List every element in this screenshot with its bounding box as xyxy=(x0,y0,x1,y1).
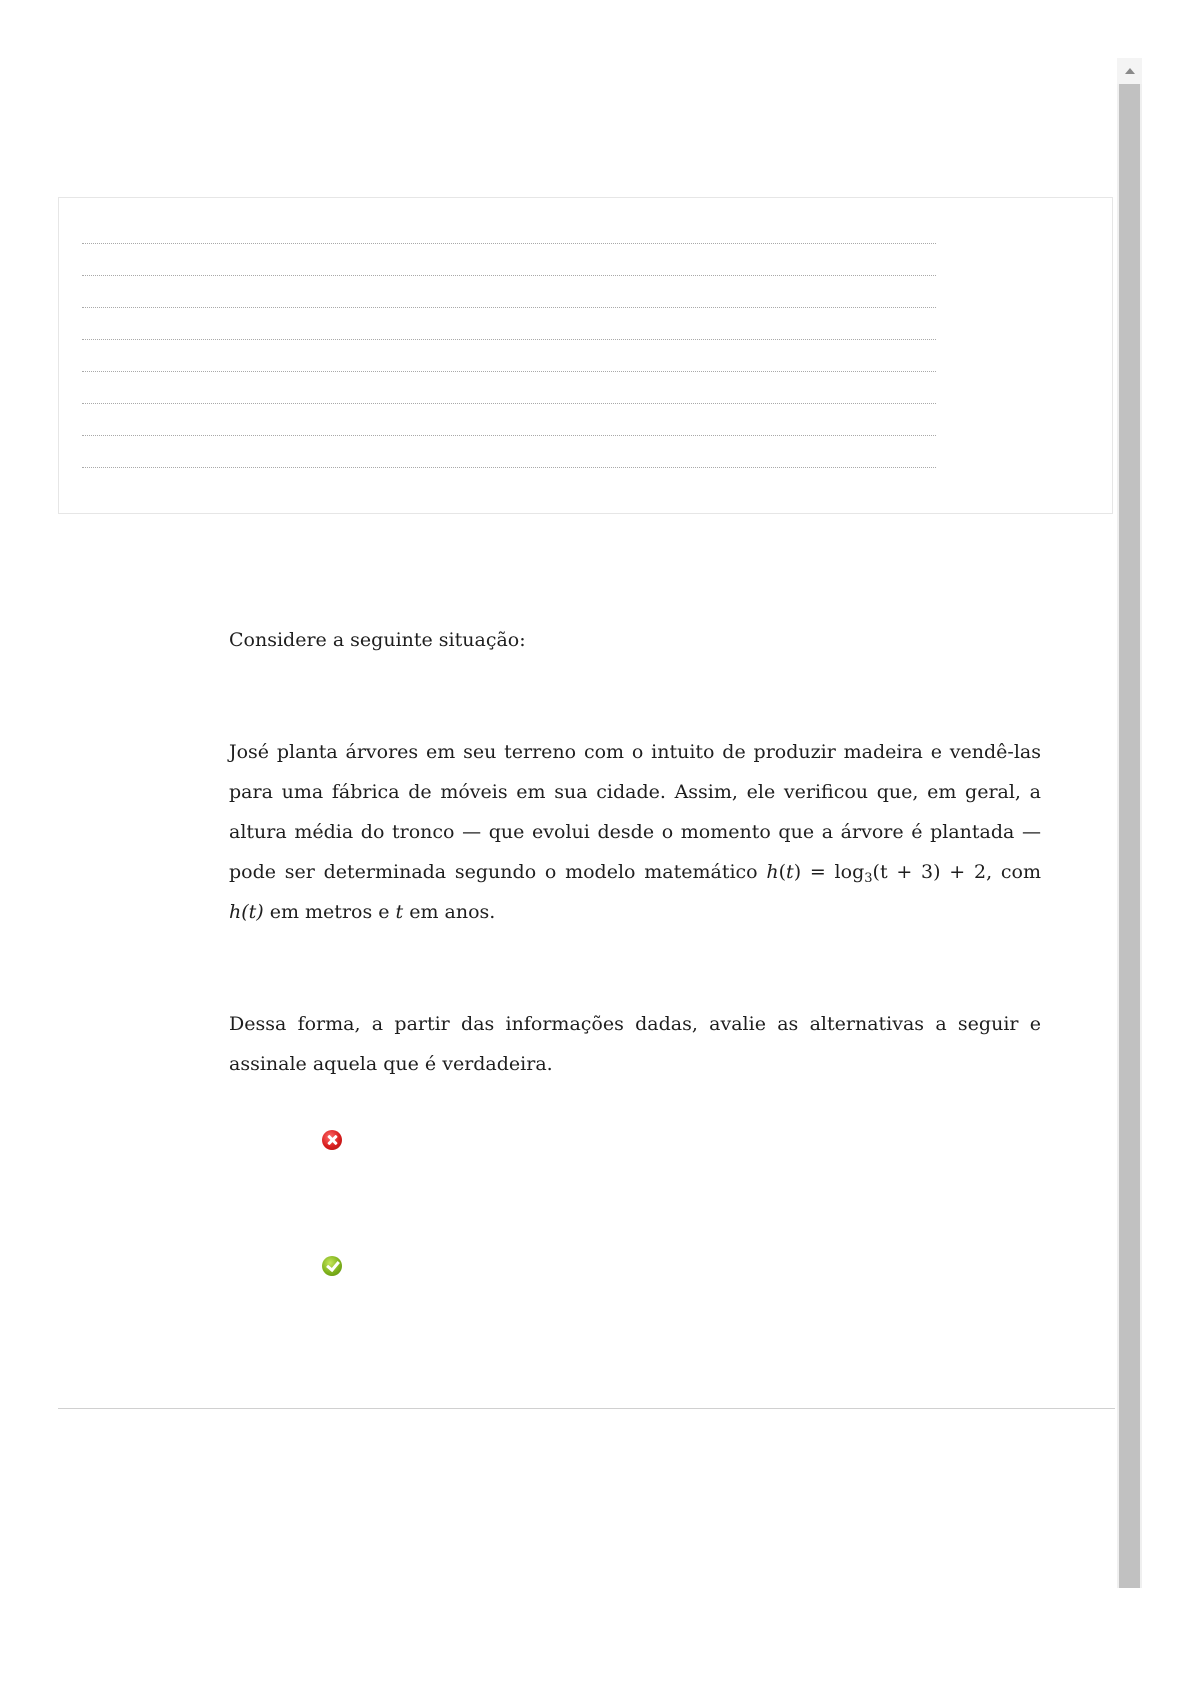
correct-answer-icon xyxy=(322,1256,342,1276)
vertical-scrollbar[interactable] xyxy=(1117,58,1142,1588)
scrollbar-thumb[interactable] xyxy=(1119,84,1140,1588)
detail-row xyxy=(82,243,936,244)
question-intro: Considere a seguinte situação: xyxy=(229,629,526,651)
detail-row xyxy=(82,339,936,340)
time-variable: t xyxy=(395,901,404,923)
detail-row xyxy=(82,403,936,404)
question-text xyxy=(229,620,1041,1084)
height-variable: h(t) xyxy=(229,901,264,923)
details-panel xyxy=(58,197,1113,514)
detail-row xyxy=(82,307,936,308)
detail-row xyxy=(82,275,936,276)
question-instruction: Dessa forma, a partir das informações dadas, avalie as alternativas a seguir e assinale aquela que é verdadeira. xyxy=(229,1013,1041,1075)
bottom-divider xyxy=(58,1408,1115,1409)
wrong-answer-icon xyxy=(322,1130,342,1150)
detail-row xyxy=(82,467,936,468)
question-body-text: José planta árvores em seu terreno com o intuito de produzir madeira e vendê-las para uma fábrica de móveis em sua cidade. Assim, ele verificou que, em geral, a altura média do tronco — que evolui desde o momento que a árvore é plantada — pode ser determinada segundo o modelo matemático xyxy=(229,741,1041,883)
question-body: José planta árvores em seu terreno com o intuito de produzir madeira e vendê-las para uma fábrica de móveis em sua cidade. Assim, ele verificou que, em geral, a altura média do tronco — que evolui desde o momento que a árvore é plantada — pode ser determinada segundo o modelo matemático $h(t) = \log_3(t + 3) + 2$, com h(t) em metros e t em anos. xyxy=(229,741,1041,923)
detail-row xyxy=(82,371,936,372)
detail-row xyxy=(82,435,936,436)
scroll-up-arrow-icon[interactable] xyxy=(1117,58,1142,84)
height-formula: $h(t) = \log_3(t + 3) + 2$ xyxy=(766,861,987,886)
